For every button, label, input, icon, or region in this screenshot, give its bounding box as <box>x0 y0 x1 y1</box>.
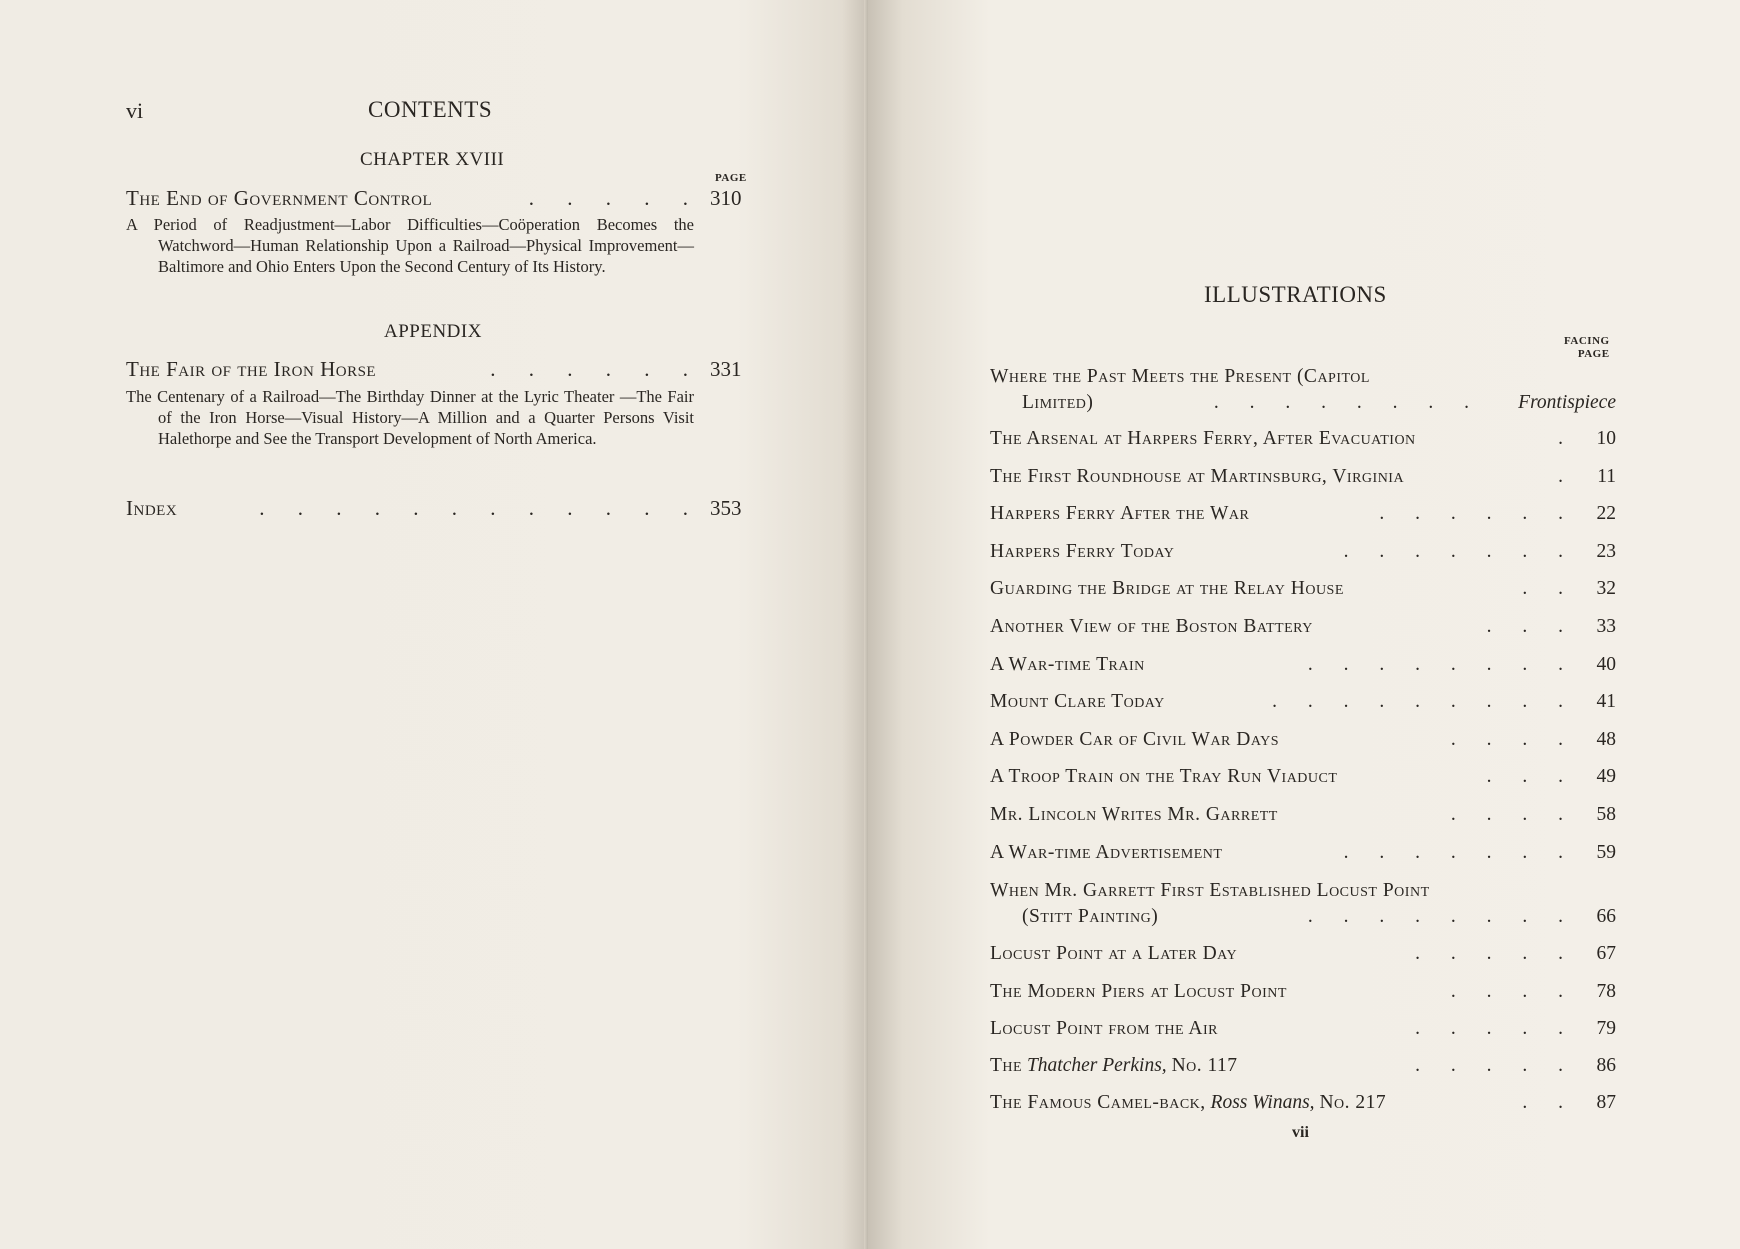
illustration-page: 87 <box>1596 1092 1616 1113</box>
leader-dots: . . . . . . . . . <box>1272 691 1576 713</box>
page-number-right: vii <box>1292 1124 1309 1141</box>
appendix-heading: APPENDIX <box>384 321 482 342</box>
illustration-entry-locust-line1: When Mr. Garrett First Established Locust Point <box>990 880 1430 901</box>
illustration-title: Limited) <box>1022 392 1094 413</box>
toc-entry-government-control <box>126 186 750 211</box>
illustration-title: Locust Point at a Later Day <box>990 943 1238 964</box>
toc-entry-iron-horse <box>126 357 750 382</box>
illustration-title: Harpers Ferry After the War <box>990 503 1250 525</box>
toc-entry-index <box>126 496 750 521</box>
illustration-page: 79 <box>1596 1018 1616 1039</box>
illustrations-heading: ILLUSTRATIONS <box>1204 282 1387 307</box>
leader-dots: . . . <box>1486 766 1576 788</box>
facing-label-line: PAGE <box>1577 348 1610 360</box>
illustration-page: 10 <box>1596 428 1616 449</box>
left-page <box>0 0 868 1249</box>
illustration-entry <box>990 981 1616 1003</box>
illustration-title <box>990 1092 1386 1114</box>
illustration-entry <box>990 428 1616 450</box>
leader-dots: . <box>1558 465 1576 487</box>
leader-dots: . . . . . <box>1415 1018 1576 1039</box>
illustration-entry <box>990 1018 1616 1040</box>
leader-dots: . . <box>1522 578 1576 600</box>
illustration-title: The First Roundhouse at Martinsburg, Virginia <box>990 465 1405 487</box>
title-part: The Famous Camel-back, <box>990 1092 1206 1113</box>
illustration-page: 86 <box>1596 1055 1616 1076</box>
illustration-page: Frontispiece <box>1518 392 1616 413</box>
illustration-title <box>990 1055 1238 1077</box>
leader-dots: . . . . . . . . <box>1307 653 1576 675</box>
toc-entry-page: 310 <box>710 186 742 210</box>
facing-page-label <box>1564 335 1610 361</box>
illustration-page: 40 <box>1596 653 1616 675</box>
leader-dots: . . . . . <box>1415 943 1576 964</box>
illustration-title: Mr. Lincoln Writes Mr. Garrett <box>990 804 1278 825</box>
illustration-entry <box>990 616 1616 638</box>
leader-dots: . . . . . . . . <box>1307 906 1576 927</box>
illustration-title: Locust Point from the Air <box>990 1018 1218 1039</box>
leader-dots: . . . <box>1486 616 1576 637</box>
leader-dots: . . . . . . . <box>1343 841 1576 863</box>
illustration-entry <box>990 578 1616 600</box>
toc-entry-title: The Fair of the Iron Horse <box>126 357 377 381</box>
facing-label-line: FACING <box>1564 335 1610 347</box>
leader-dots: . . . . . <box>1415 1055 1576 1076</box>
illustration-page: 67 <box>1596 943 1616 964</box>
leader-dots: . . <box>1522 1092 1576 1113</box>
toc-entry-title: The End of Government Control <box>126 186 433 210</box>
illustration-title: The Arsenal at Harpers Ferry, After Evacuation <box>990 428 1416 449</box>
illustration-entry <box>990 842 1616 864</box>
title-part: The <box>990 1055 1023 1076</box>
illustration-title: Harpers Ferry Today <box>990 540 1175 562</box>
toc-entry-page: 353 <box>710 496 742 520</box>
illustration-page: 23 <box>1596 540 1616 562</box>
title-italic: Ross Winans, <box>1210 1092 1315 1113</box>
leader-dots: . . . . <box>1450 804 1576 825</box>
leader-dots: . . . . <box>1450 980 1576 1002</box>
illustration-entry-frontispiece-line1: Where the Past Meets the Present (Capitol <box>990 366 1370 387</box>
leader-dots: . . . . . . . . . . . . <box>259 496 702 520</box>
illustration-entry <box>990 729 1616 751</box>
leader-dots: . . . . . . . . <box>1213 392 1482 413</box>
illustration-title: A Troop Train on the Tray Run Viaduct <box>990 766 1338 788</box>
chapter-summary: A Period of Readjustment—Labor Difficulties—Coöperation Becomes the Watchword—Human Relationship Upon a Railroad—Physical Improvement—Baltimore and Ohio Enters Upon the Second Century of Its History. <box>126 215 694 276</box>
illustration-title: A War-time Advertisement <box>990 841 1223 863</box>
page-column-label: PAGE <box>715 172 747 184</box>
illustration-entry <box>990 466 1616 488</box>
toc-entry-title: Index <box>126 496 178 520</box>
illustration-page: 59 <box>1596 841 1616 863</box>
illustration-entry <box>990 503 1616 525</box>
illustration-title: A Powder Car of Civil War Days <box>990 728 1280 750</box>
illustration-page: 33 <box>1596 616 1616 637</box>
illustration-page: 11 <box>1597 465 1616 487</box>
illustration-title: Another View of the Boston Battery <box>990 616 1313 637</box>
contents-heading: CONTENTS <box>368 97 493 122</box>
illustration-page: 48 <box>1596 728 1616 750</box>
illustration-entry <box>990 943 1616 965</box>
illustration-title: (Stitt Painting) <box>1022 906 1159 927</box>
illustration-page: 78 <box>1596 980 1616 1002</box>
illustration-entry-frontispiece <box>1022 392 1616 414</box>
illustration-page: 49 <box>1596 766 1616 788</box>
illustration-entry <box>990 766 1616 788</box>
leader-dots: . . . . <box>1450 728 1576 750</box>
illustration-page: 32 <box>1596 578 1616 600</box>
illustration-title: Mount Clare Today <box>990 691 1165 713</box>
illustration-entry-locust <box>1022 906 1616 928</box>
illustration-entry <box>990 691 1616 713</box>
illustration-page: 22 <box>1596 503 1616 525</box>
illustration-title: A War-time Train <box>990 653 1145 675</box>
illustration-entry-camel <box>990 1092 1616 1114</box>
illustration-page: 41 <box>1596 691 1616 713</box>
toc-entry-page: 331 <box>710 357 742 381</box>
illustration-entry-thatcher <box>990 1055 1616 1077</box>
illustration-page: 66 <box>1596 906 1616 927</box>
chapter-heading: CHAPTER XVIII <box>360 149 505 170</box>
leader-dots: . . . . . . <box>1379 503 1576 525</box>
title-part: No. 217 <box>1319 1092 1387 1113</box>
illustration-entry <box>990 541 1616 563</box>
title-part: No. 117 <box>1171 1055 1238 1076</box>
appendix-summary: The Centenary of a Railroad—The Birthday Dinner at the Lyric Theater —The Fair of the Iron Horse—Visual History—A Million and a Quarter Persons Visit Halethorpe and See the Transport Development of North America. <box>126 387 694 448</box>
title-italic: Thatcher Perkins, <box>1026 1055 1167 1076</box>
page-number-left: vi <box>126 98 144 123</box>
illustration-title: The Modern Piers at Locust Point <box>990 980 1287 1002</box>
illustration-page: 58 <box>1596 804 1616 825</box>
leader-dots: . . . . . . <box>490 357 702 381</box>
illustration-entry <box>990 654 1616 676</box>
leader-dots: . <box>1558 428 1576 449</box>
leader-dots: . . . . . <box>528 186 702 210</box>
illustration-entry <box>990 804 1616 826</box>
leader-dots: . . . . . . . <box>1343 540 1576 562</box>
illustration-title: Guarding the Bridge at the Relay House <box>990 578 1344 600</box>
